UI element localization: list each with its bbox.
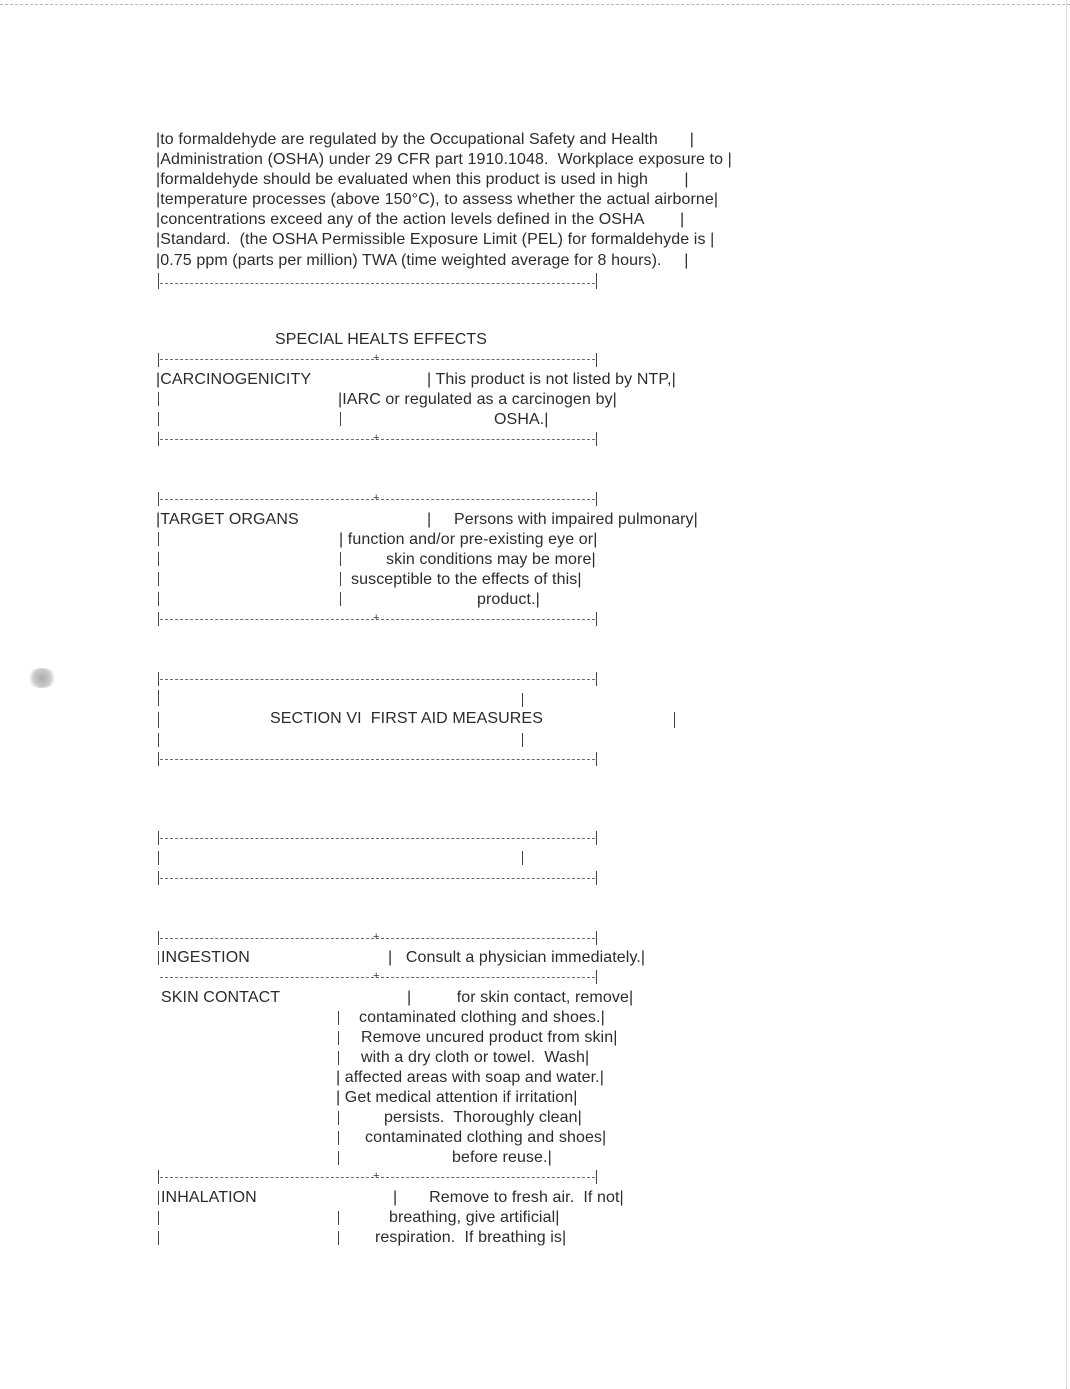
table-border [340,552,341,566]
target-organs-label: |TARGET ORGANS [156,511,299,528]
skin-contact-text: Remove uncured product from skin| [361,1029,618,1046]
table-border [340,412,341,426]
table-border [338,1231,339,1245]
table-border [158,871,159,885]
skin-contact-text: before reuse.| [452,1149,552,1166]
table-border [158,931,159,945]
ingestion-label: INGESTION [161,949,250,966]
intro-line: |to formaldehyde are regulated by the Occupational Safety and Health | [156,131,695,148]
table-border [158,612,159,626]
skin-contact-text: | affected areas with soap and water.| [336,1069,604,1086]
carcinogenicity-text: |IARC or regulated as a carcinogen by| [338,391,617,408]
inhalation-text: breathing, give artificial| [389,1209,560,1226]
intro-line: |concentrations exceed any of the action levels defined in the OSHA | [156,211,685,228]
table-border [596,871,597,885]
table-rule [160,679,595,680]
table-border [338,1151,339,1165]
carcinogenicity-label: |CARCINOGENICITY [156,371,312,388]
inhalation-label: INHALATION [161,1189,257,1206]
table-border [596,752,597,766]
scan-smudge [26,668,58,688]
scan-edge-right [1066,0,1067,1389]
skin-contact-text: persists. Thoroughly clean| [384,1109,582,1126]
inhalation-text: respiration. If breathing is| [375,1229,567,1246]
table-border [158,532,159,546]
table-border [158,831,159,845]
inhalation-text: | Remove to fresh air. If not| [393,1189,624,1206]
table-corner: + [373,1170,380,1182]
table-border [158,733,159,747]
table-border [158,1191,159,1205]
table-border [596,432,597,446]
table-border [338,1111,339,1125]
table-border [596,492,597,506]
target-organs-text: susceptible to the effects of this| [351,571,582,588]
table-border [338,1011,339,1025]
table-border [522,693,523,707]
intro-line: |formaldehyde should be evaluated when this product is used in high | [156,171,689,188]
table-border [340,572,341,586]
intro-line: |temperature processes (above 150°C), to assess whether the actual airborne| [156,191,719,208]
table-border [158,273,159,289]
table-border [158,412,159,426]
table-border [596,970,597,984]
table-border [158,353,159,367]
carcinogenicity-text: OSHA.| [494,411,549,428]
table-border [596,353,597,367]
table-border [158,432,159,446]
table-border [338,1031,339,1045]
table-border [340,592,341,606]
table-border [596,612,597,626]
table-border [158,712,159,728]
table-border [158,1211,159,1225]
table-border [522,851,523,865]
table-rule [160,759,595,760]
skin-contact-label: SKIN CONTACT [161,989,281,1006]
table-rule [160,838,595,839]
table-border [158,1170,159,1184]
table-border [338,1211,339,1225]
table-border [338,1051,339,1065]
table-border [158,752,159,766]
table-corner: + [373,612,380,624]
intro-line: |Administration (OSHA) under 29 CFR part 1910.1048. Workplace exposure to | [156,151,732,168]
table-corner: + [373,352,380,364]
table-border [338,1131,339,1145]
skin-contact-text: contaminated clothing and shoes.| [359,1009,605,1026]
table-border [158,592,159,606]
table-border [158,851,159,865]
special-health-heading: SPECIAL HEALTS EFFECTS [275,331,488,348]
table-border [158,392,159,406]
table-border [596,831,597,845]
table-border [596,672,597,686]
skin-contact-text: | Get medical attention if irritation| [336,1089,578,1106]
table-border [596,931,597,945]
table-border [522,733,523,747]
intro-line: |Standard. (the OSHA Permissible Exposure Limit (PEL) for formaldehyde is | [156,231,715,248]
ingestion-text: | Consult a physician immediately.| [388,949,646,966]
target-organs-text: product.| [477,591,540,608]
table-corner: + [373,492,380,504]
skin-contact-text: with a dry cloth or towel. Wash| [361,1049,590,1066]
table-corner: + [373,970,380,982]
table-border [674,712,675,728]
skin-contact-text: contaminated clothing and shoes| [365,1129,607,1146]
table-border [596,1170,597,1184]
intro-line: |0.75 ppm (parts per million) TWA (time weighted average for 8 hours). | [156,252,689,269]
table-border [596,273,597,289]
table-rule [160,283,595,284]
target-organs-text: | function and/or pre-existing eye or| [339,531,598,548]
table-border [158,1231,159,1245]
scan-edge-top [0,4,1070,5]
carcinogenicity-text: | This product is not listed by NTP,| [427,371,676,388]
section6-title: SECTION VI FIRST AID MEASURES [270,710,543,727]
table-corner: + [373,432,380,444]
table-border [158,552,159,566]
table-rule [160,878,595,879]
skin-contact-text: | for skin contact, remove| [407,989,634,1006]
table-border [158,951,159,965]
table-border [158,572,159,586]
target-organs-text: skin conditions may be more| [386,551,596,568]
table-border [158,492,159,506]
target-organs-text: | Persons with impaired pulmonary| [427,511,698,528]
table-border [158,672,159,686]
table-corner: + [373,931,380,943]
table-border [158,690,159,706]
